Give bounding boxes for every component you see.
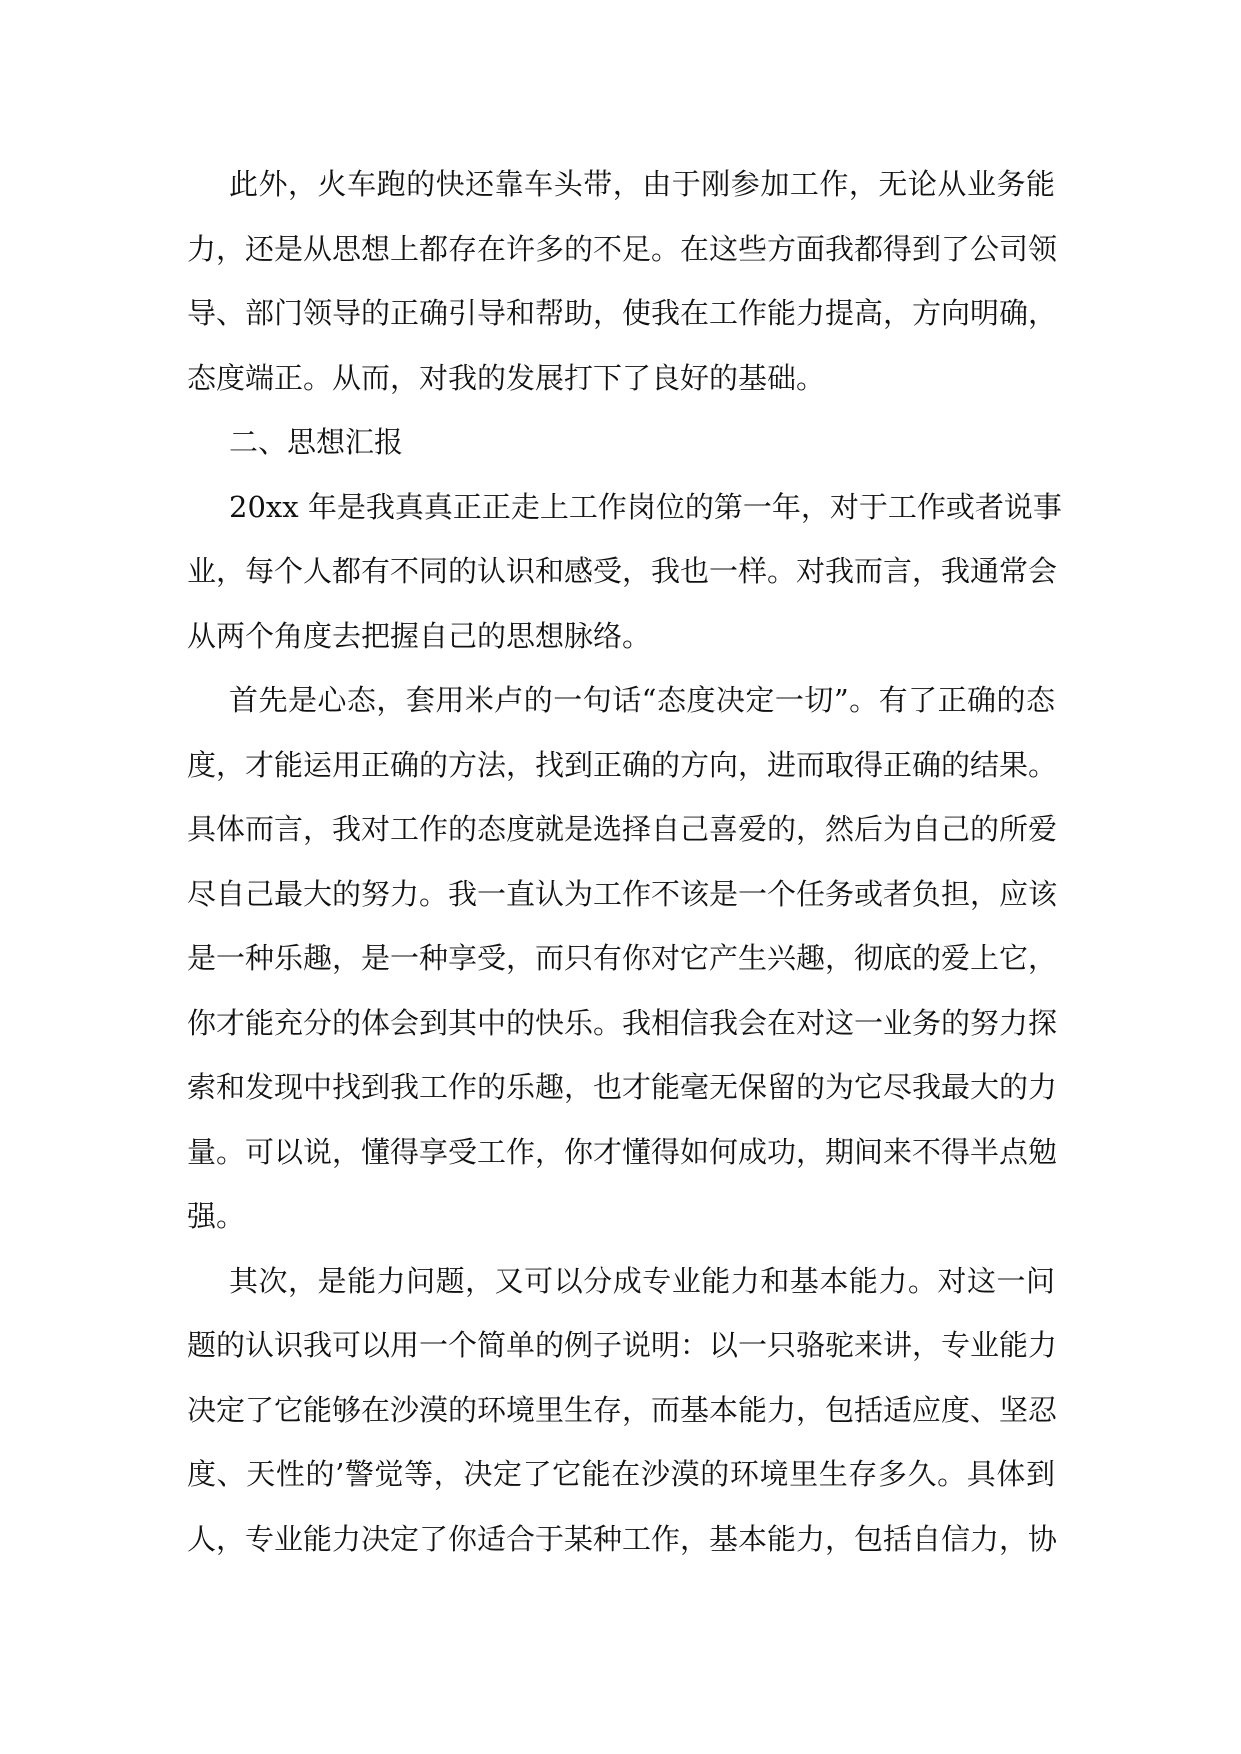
text-line: 是一种乐趣，是一种享受，而只有你对它产生兴趣，彻底的爱上它， <box>187 941 1058 975</box>
text-line: 态度端正。从而，对我的发展打下了良好的基础。 <box>187 360 826 395</box>
text-line: 度，才能运用正确的方法，找到正确的方向，进而取得正确的结果。 <box>187 747 1058 782</box>
text-line: 其次，是能力问题，又可以分成专业能力和基本能力。对这一问 <box>229 1263 1055 1298</box>
text-line: 尽自己最大的努力。我一直认为工作不该是一个任务或者负担，应该 <box>187 876 1058 911</box>
text-line: 具体而言，我对工作的态度就是选择自己喜爱的，然后为自己的所爱 <box>187 812 1058 846</box>
text-line: 度、天性的’警觉等，决定了它能在沙漠的环境里生存多久。具体到 <box>187 1457 1055 1491</box>
paragraph-first-year <box>187 475 1062 669</box>
text-line: 强。 <box>187 1199 246 1233</box>
text-line: 导、部门领导的正确引导和帮助，使我在工作能力提高，方向明确， <box>187 296 1058 330</box>
text-line: 从两个角度去把握自己的思想脉络。 <box>187 618 652 653</box>
text-line: 题的认识我可以用一个简单的例子说明：以一只骆驼来讲，专业能力 <box>187 1328 1058 1362</box>
text-line: 决定了它能够在沙漠的环境里生存，而基本能力，包括适应度、坚忍 <box>187 1392 1058 1427</box>
text-line: 力，还是从思想上都存在许多的不足。在这些方面我都得到了公司领 <box>187 231 1058 266</box>
paragraph-attitude <box>187 668 1058 1249</box>
text-line: 量。可以说，懂得享受工作，你才懂得如何成功，期间来不得半点勉 <box>187 1134 1058 1169</box>
text-line: 此外，火车跑的快还靠车头带，由于刚参加工作，无论从业务能 <box>229 167 1055 201</box>
text-line: 业，每个人都有不同的认识和感受，我也一样。对我而言，我通常会 <box>187 554 1058 588</box>
section-heading: 二、思想汇报 <box>229 425 404 459</box>
text-line: 20xx 年是我真真正正走上工作岗位的第一年，对于工作或者说事 <box>229 489 1062 524</box>
document-body <box>187 152 1062 1571</box>
paragraph-ability <box>187 1249 1058 1572</box>
text-line: 首先是心态，套用米卢的一句话“态度决定一切”。有了正确的态 <box>229 683 1055 717</box>
text-line: 人，专业能力决定了你适合于某种工作，基本能力，包括自信力，协 <box>187 1521 1058 1556</box>
text-line: 索和发现中找到我工作的乐趣，也才能毫无保留的为它尽我最大的力 <box>187 1070 1058 1104</box>
paragraph-mentoring <box>187 152 1058 410</box>
section-heading-thought-report <box>187 410 1055 475</box>
text-line: 你才能充分的体会到其中的快乐。我相信我会在对这一业务的努力探 <box>187 1005 1058 1040</box>
